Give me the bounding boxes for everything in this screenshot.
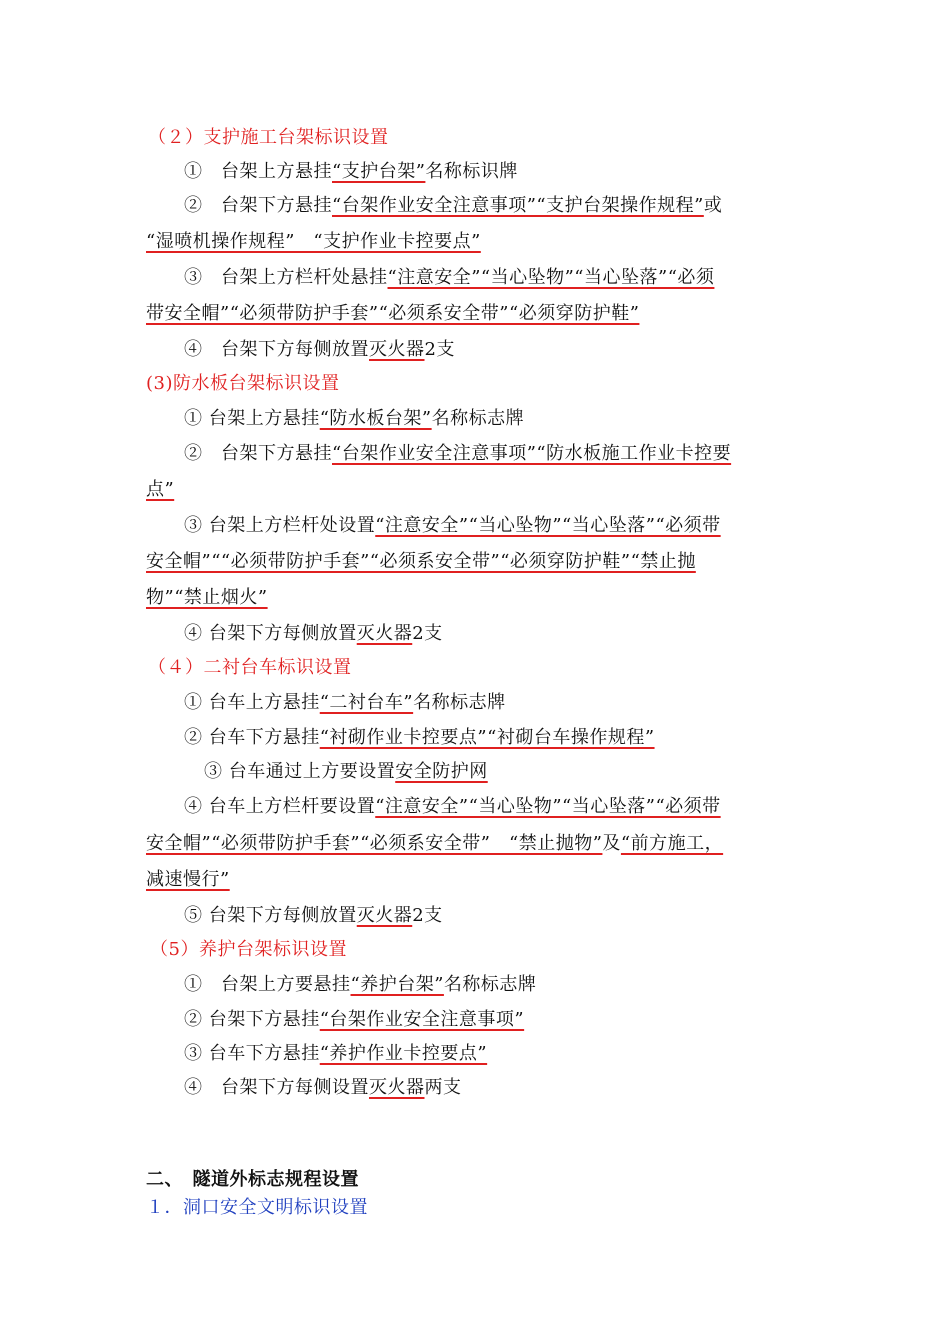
list-item: ④ 台车上方栏杆要设置“注意安全”“当心坠物”“当心坠落”“必须带 bbox=[184, 796, 721, 817]
section-heading-3: (3)防水板台架标识设置 bbox=[146, 373, 340, 394]
section-heading-4: （４）二衬台车标识设置 bbox=[148, 657, 352, 678]
list-item-continuation: 减速慢行” bbox=[146, 869, 230, 890]
list-item: ① 台车上方悬挂“二衬台车”名称标志牌 bbox=[184, 692, 506, 713]
list-item: ① 台架上方悬挂“支护台架”名称标识牌 bbox=[184, 161, 518, 182]
list-item: ① 台架上方要悬挂“养护台架”名称标志牌 bbox=[184, 974, 537, 995]
subsection-heading: １．洞口安全文明标识设置 bbox=[146, 1197, 368, 1218]
list-item-continuation: “湿喷机操作规程” “支护作业卡控要点” bbox=[146, 231, 481, 252]
list-item-continuation: 安全帽”““必须带防护手套”“必须系安全带”“必须穿防护鞋”“禁止抛 bbox=[146, 551, 696, 572]
list-item: ④ 台架下方每侧设置灭火器两支 bbox=[184, 1077, 462, 1098]
part-heading: 二、 隧道外标志规程设置 bbox=[146, 1169, 359, 1190]
section-heading-5: （5）养护台架标识设置 bbox=[150, 939, 347, 960]
list-item: ④ 台架下方每侧放置灭火器2支 bbox=[184, 623, 443, 644]
list-item: ⑤ 台架下方每侧放置灭火器2支 bbox=[184, 905, 443, 926]
list-item: ③ 台车下方悬挂“养护作业卡控要点” bbox=[184, 1043, 488, 1064]
list-item: ② 台架下方悬挂“台架作业安全注意事项”“支护台架操作规程”或 bbox=[184, 195, 723, 216]
list-item-continuation: 物”“禁止烟火” bbox=[146, 587, 268, 608]
list-item-continuation: 带安全帽”“必须带防护手套”“必须系安全带”“必须穿防护鞋” bbox=[146, 303, 640, 324]
list-item: ③ 台架上方栏杆处设置“注意安全”“当心坠物”“当心坠落”“必须带 bbox=[184, 515, 721, 536]
list-item: ③ 台车通过上方要设置安全防护网 bbox=[204, 761, 488, 782]
list-item: ② 台车下方悬挂“衬砌作业卡控要点”“衬砌台车操作规程” bbox=[184, 727, 655, 748]
list-item: ② 台架下方悬挂“台架作业安全注意事项”“防水板施工作业卡控要 bbox=[184, 443, 732, 464]
list-item-continuation: 安全帽”“必须带防护手套”“必须系安全带” “禁止抛物”及“前方施工， bbox=[146, 833, 724, 854]
list-item: ④ 台架下方每侧放置灭火器2支 bbox=[184, 339, 455, 360]
list-item-continuation: 点” bbox=[146, 479, 175, 500]
list-item: ② 台架下方悬挂“台架作业安全注意事项” bbox=[184, 1009, 525, 1030]
list-item: ① 台架上方悬挂“防水板台架”名称标志牌 bbox=[184, 408, 525, 429]
list-item: ③ 台架上方栏杆处悬挂“注意安全”“当心坠物”“当心坠落”“必须 bbox=[184, 267, 715, 288]
section-heading-2: （２）支护施工台架标识设置 bbox=[148, 127, 389, 148]
